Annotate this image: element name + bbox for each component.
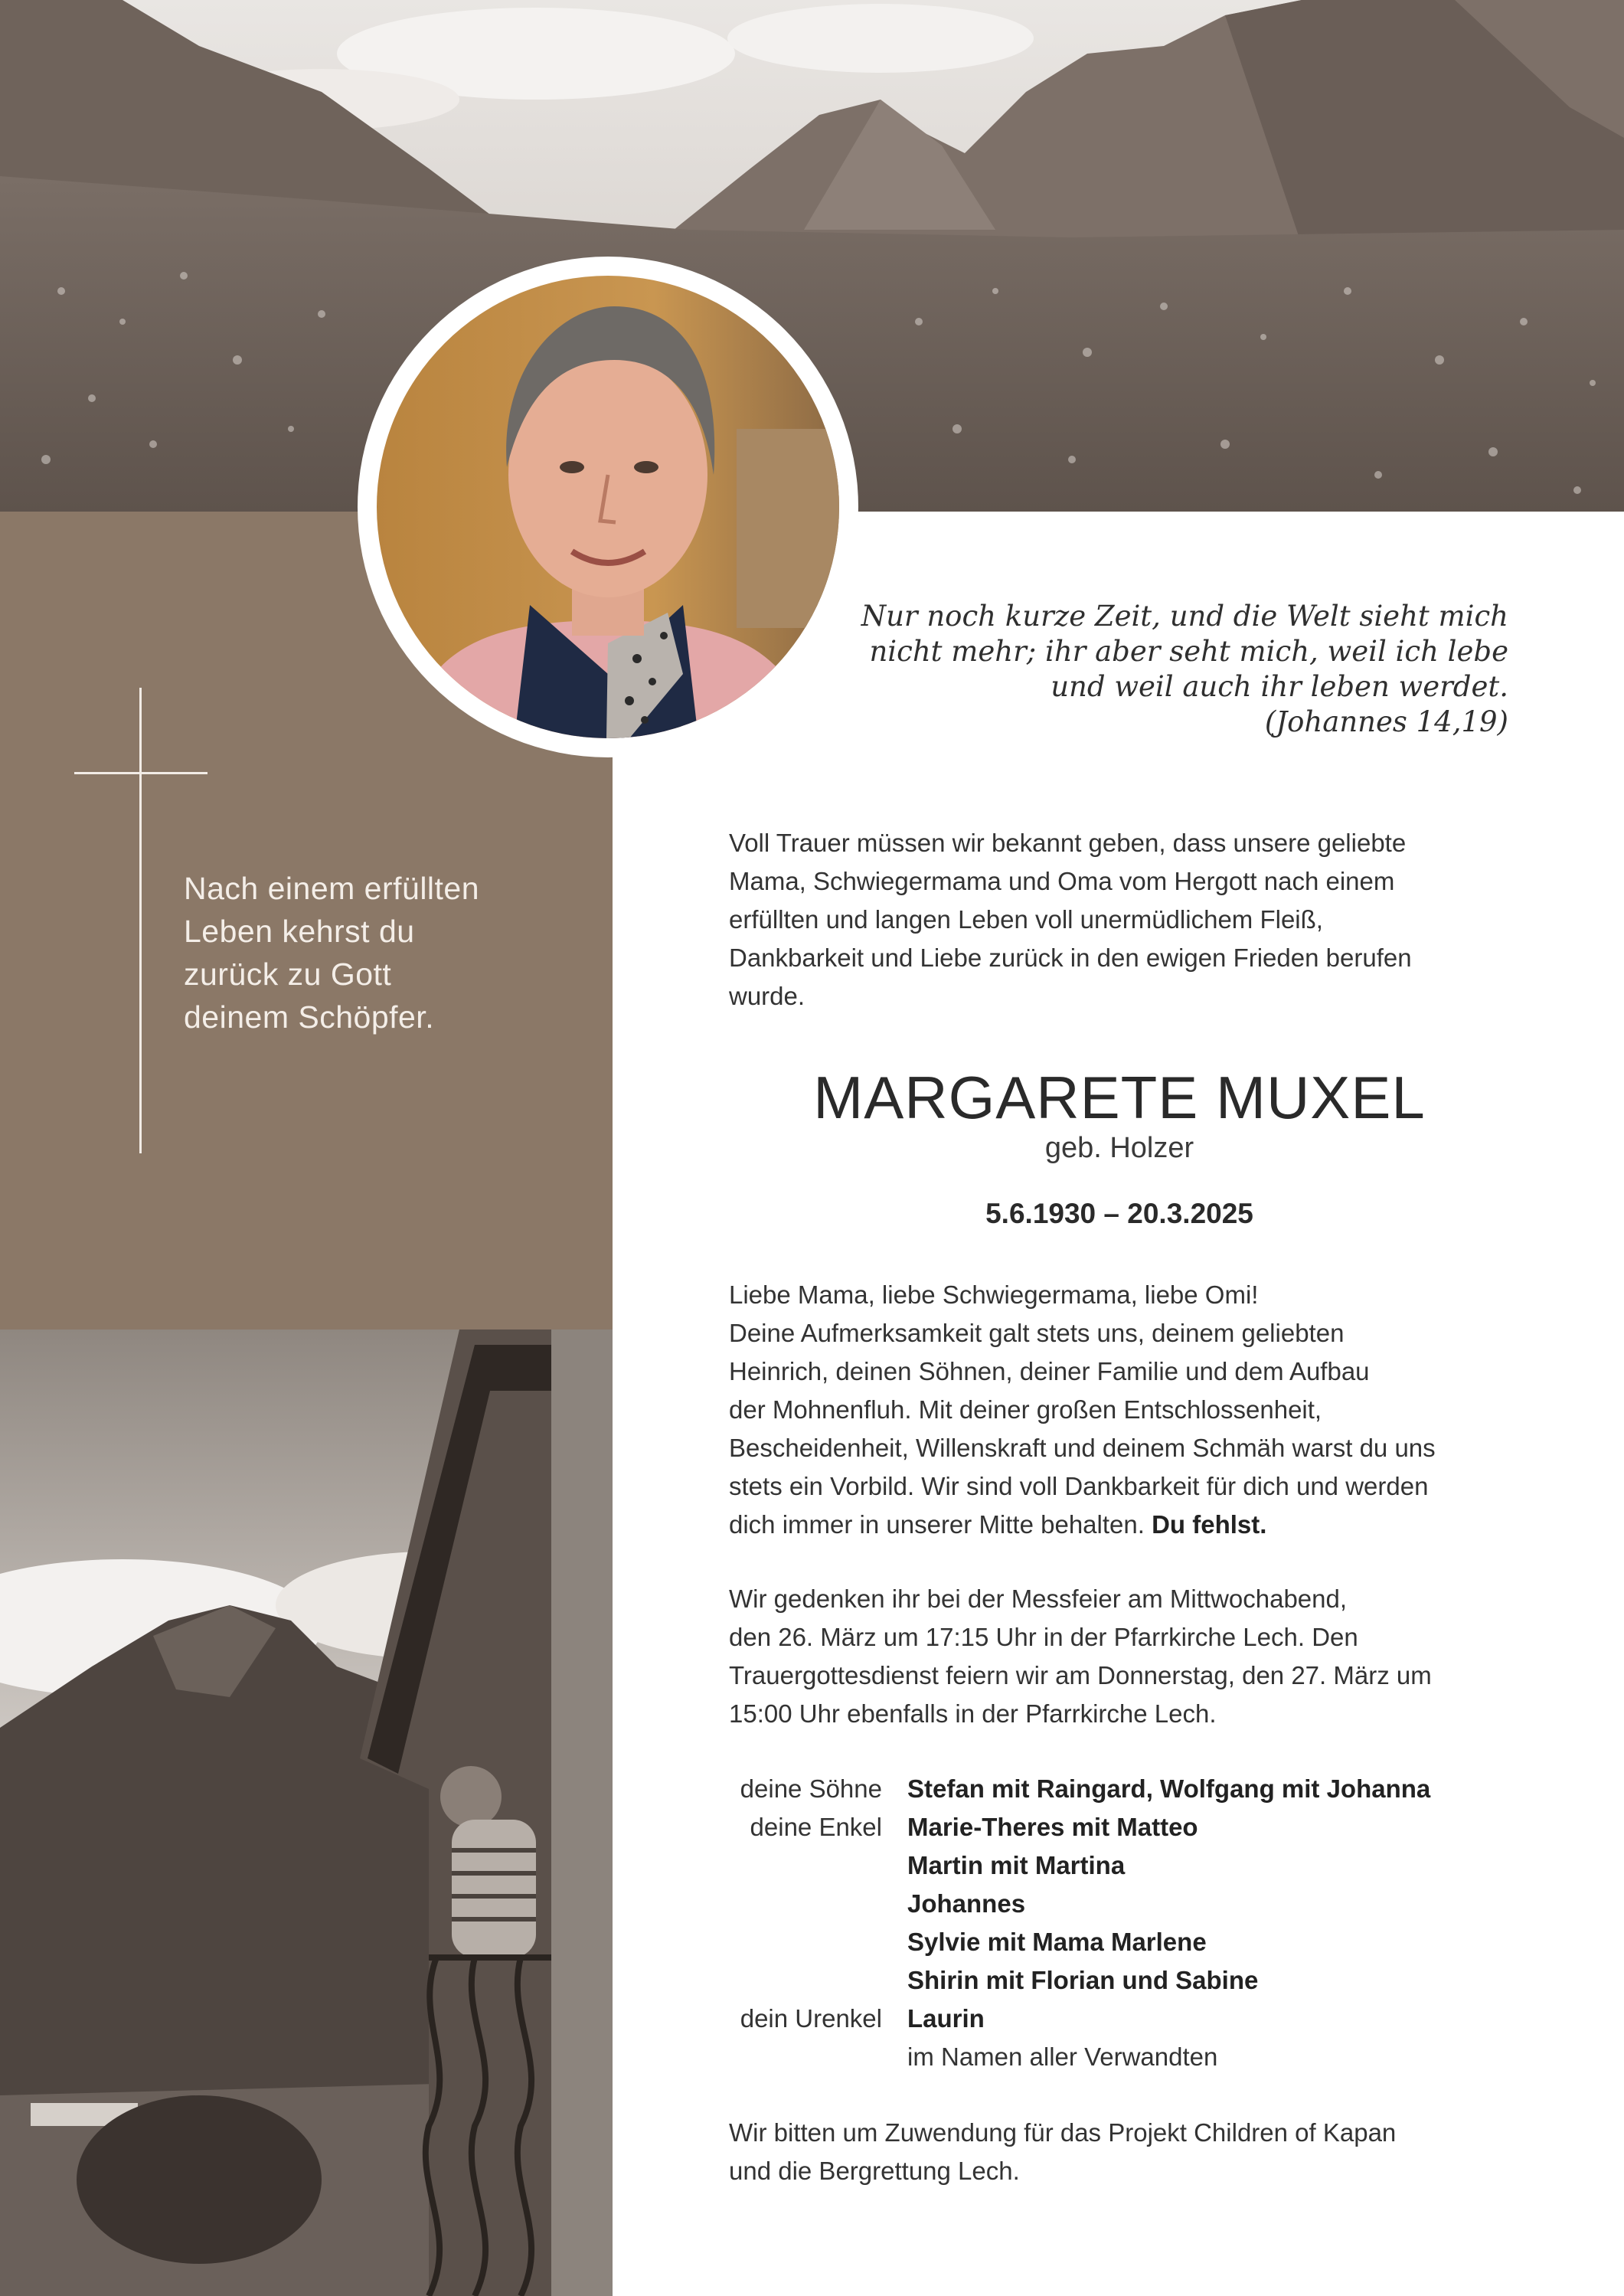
life-dates: 5.6.1930 – 20.3.2025 (985, 1198, 1253, 1229)
announcement-line: Dankbarkeit und Liebe zurück in den ewigen Frieden berufen (729, 944, 1412, 972)
family-list (729, 1770, 1525, 2076)
family-row-grandchildren (729, 1846, 1525, 1885)
family-names: Johannes (907, 1889, 1026, 1918)
quote-reference: (Johannes 14,19) (1264, 705, 1508, 738)
farewell-letter (729, 1276, 1510, 1544)
announcement-line: Mama, Schwiegermama und Oma vom Hergott nach einem (729, 867, 1395, 895)
family-label: deine Söhne (740, 1774, 882, 1803)
service-line: Trauergottesdienst feiern wir am Donnerstag, den 27. März um (729, 1661, 1432, 1689)
announcement-line: Voll Trauer müssen wir bekannt geben, dass unsere geliebte (729, 829, 1407, 857)
family-names: Martin mit Martina (907, 1851, 1126, 1879)
letter-line: stets ein Vorbild. Wir sind voll Dankbarkeit für dich und werden (729, 1472, 1429, 1500)
family-row-great-grandchild (729, 2000, 1525, 2038)
bible-quote (842, 599, 1508, 740)
cross-icon (139, 688, 142, 1153)
letter-last-line (729, 1506, 1510, 1544)
quote-line: Nur noch kurze Zeit, und die Welt sieht mich (861, 600, 1508, 633)
letter-line: Bescheidenheit, Willenskraft und deinem Schmäh warst du uns (729, 1434, 1436, 1462)
announcement-line: erfüllten und langen Leben voll unermüdlichem Fleiß, (729, 905, 1323, 934)
family-row-sons (729, 1770, 1525, 1808)
family-names: Laurin (907, 2004, 985, 2033)
quote-line: und weil auch ihr leben werdet. (1051, 670, 1508, 703)
family-label: deine Enkel (750, 1813, 882, 1841)
letter-line: Deine Aufmerksamkeit galt stets uns, deinem geliebten (729, 1319, 1345, 1347)
cross-icon-bar (74, 772, 207, 774)
side-verse-line: Nach einem erfüllten (184, 871, 480, 906)
service-line: den 26. März um 17:15 Uhr in der Pfarrkirche Lech. Den (729, 1623, 1358, 1651)
family-row-relatives (729, 2038, 1525, 2076)
family-relatives: im Namen aller Verwandten (907, 2043, 1218, 2071)
service-line: Wir gedenken ihr bei der Messfeier am Mittwochabend, (729, 1585, 1348, 1613)
family-names: Marie-Theres mit Matteo (907, 1813, 1198, 1841)
side-verse-line: Leben kehrst du (184, 914, 415, 949)
side-verse-line: zurück zu Gott (184, 957, 392, 992)
letter-closing: Du fehlst. (1152, 1510, 1267, 1539)
letter-line: Heinrich, deinen Söhnen, deiner Familie und dem Aufbau (729, 1357, 1370, 1385)
service-line: 15:00 Uhr ebenfalls in der Pfarrkirche Lech. (729, 1699, 1217, 1728)
announcement-line: wurde. (729, 982, 805, 1010)
quote-line: nicht mehr; ihr aber seht mich, weil ich lebe (869, 635, 1508, 668)
letter-line: Liebe Mama, liebe Schwiegermama, liebe Omi! (729, 1280, 1259, 1309)
family-names: Stefan mit Raingard, Wolfgang mit Johanna (907, 1774, 1431, 1803)
donation-request (729, 2114, 1510, 2190)
family-row-grandchildren (729, 1885, 1525, 1923)
donation-line: und die Bergrettung Lech. (729, 2157, 1020, 2185)
family-row-grandchildren (729, 1961, 1525, 2000)
family-row-grandchildren (729, 1923, 1525, 1961)
family-names: Shirin mit Florian und Sabine (907, 1966, 1259, 1994)
donation-line: Wir bitten um Zuwendung für das Projekt Children of Kapan (729, 2118, 1397, 2147)
letter-line: der Mohnenfluh. Mit deiner großen Entschlossenheit, (729, 1395, 1322, 1424)
mountain-house-photo (0, 1330, 613, 2296)
deceased-name: MARGARETE MUXEL (813, 1064, 1426, 1131)
portrait-photo (358, 257, 858, 757)
letter-last-line-text: dich immer in unserer Mitte behalten. (729, 1510, 1145, 1539)
family-label: dein Urenkel (740, 2004, 882, 2033)
family-names: Sylvie mit Mama Marlene (907, 1928, 1207, 1956)
side-verse-line: deinem Schöpfer. (184, 999, 435, 1035)
maiden-name: geb. Holzer (1044, 1132, 1194, 1164)
announcement-paragraph (729, 824, 1510, 1016)
side-panel-verse (184, 867, 582, 1038)
family-row-grandchildren (729, 1808, 1525, 1846)
service-info (729, 1580, 1510, 1733)
